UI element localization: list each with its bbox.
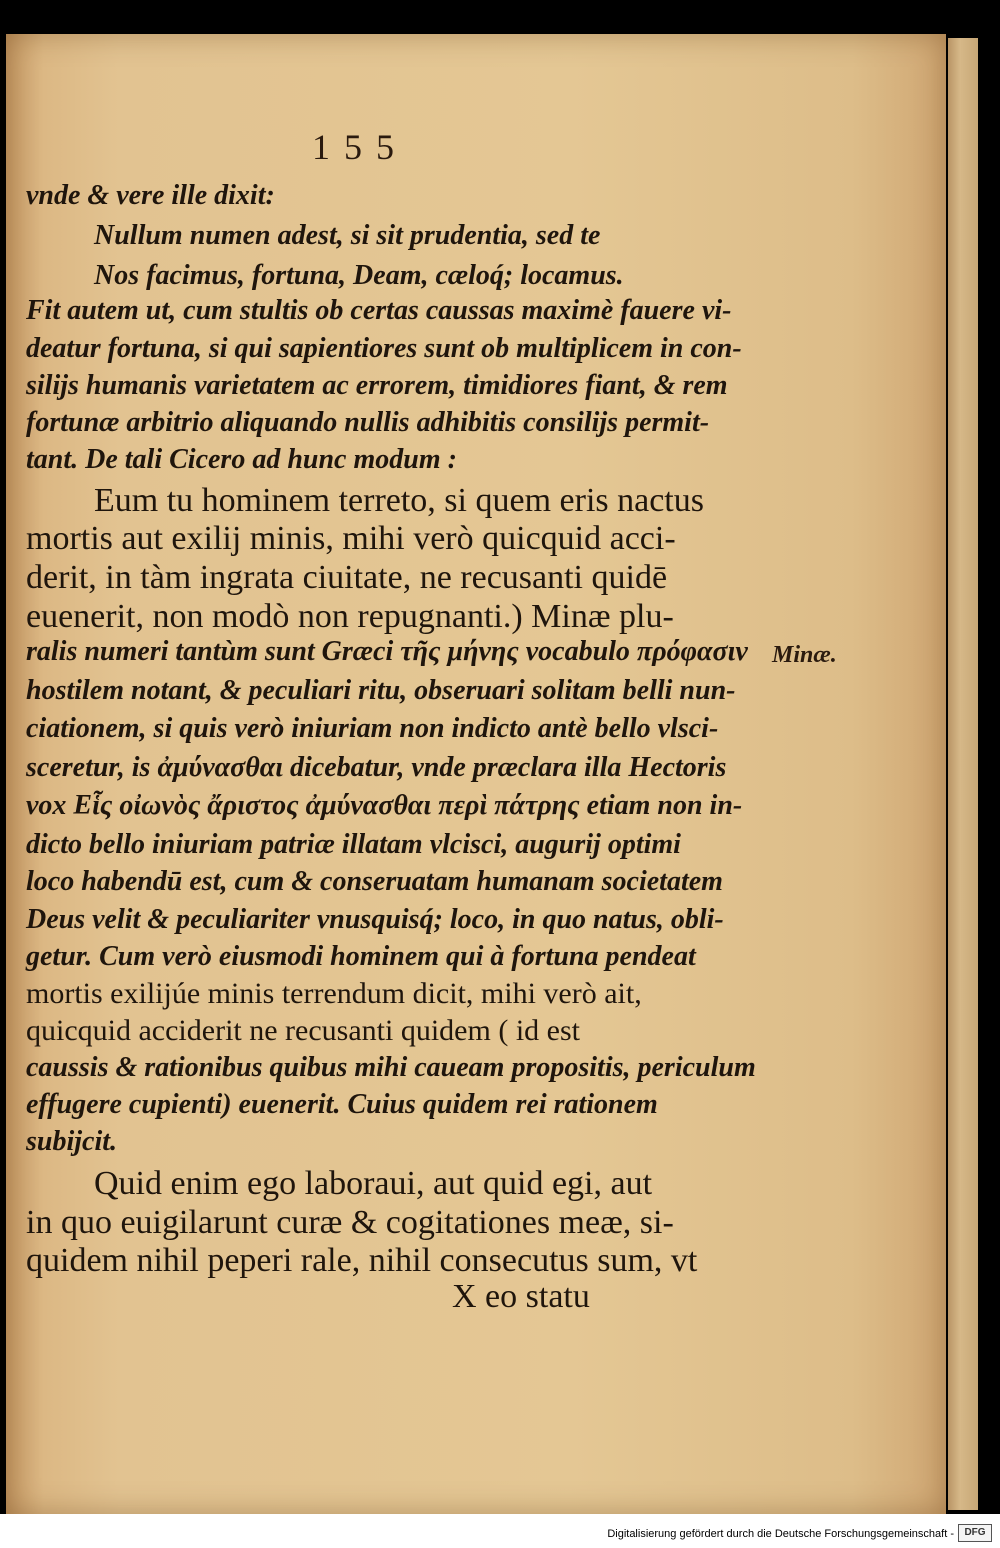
text-line: mortis exilijúe minis terrendum dicit, mihi verò ait, xyxy=(26,977,642,1010)
margin-note: Minæ. xyxy=(772,642,837,668)
text-line: quidem nihil peperi rale, nihil consecutus sum, vt xyxy=(26,1242,698,1279)
text-line: silijs humanis varietatem ac errorem, timidiores fiant, & rem xyxy=(26,370,728,401)
text-line: fortunæ arbitrio aliquando nullis adhibitis consilijs permit- xyxy=(26,407,710,438)
page-edge xyxy=(948,38,978,1510)
text-line: deatur fortuna, si qui sapientiores sunt ob multiplicem in con- xyxy=(26,333,742,364)
text-line: X eo statu xyxy=(452,1278,590,1315)
footer-bar xyxy=(0,1514,1000,1548)
text-line: subijcit. xyxy=(26,1126,118,1157)
text-line: vox Εἷς οἰωνὸς ἄριστος ἀμύνασθαι περὶ πάτρης etiam non in- xyxy=(26,790,743,821)
text-line: Nullum numen adest, si sit prudentia, sed te xyxy=(94,220,601,251)
text-line: Nos facimus, fortuna, Deam, cæloq́; locamus. xyxy=(94,260,624,291)
text-line: Eum tu hominem terreto, si quem eris nactus xyxy=(94,482,704,519)
text-line: Fit autem ut, cum stultis ob certas caussas maximè fauere vi- xyxy=(26,295,732,326)
text-line: vnde & vere ille dixit: xyxy=(26,180,275,211)
text-line: Deus velit & peculiariter vnusquisq́; loco, in quo natus, obli- xyxy=(26,904,724,935)
text-line: getur. Cum verò eiusmodi hominem qui à fortuna pendeat xyxy=(26,941,696,972)
dfg-logo: DFG xyxy=(958,1524,992,1542)
text-line: tant. De tali Cicero ad hunc modum : xyxy=(26,444,457,475)
text-line: caussis & rationibus quibus mihi caueam propositis, periculum xyxy=(26,1052,756,1083)
text-line: quicquid acciderit ne recusanti quidem ( id est xyxy=(26,1014,580,1047)
text-line: effugere cupienti) euenerit. Cuius quidem rei rationem xyxy=(26,1089,658,1120)
page-number: 155 xyxy=(312,127,408,167)
footer-credit: Digitalisierung gefördert durch die Deutsche Forschungsgemeinschaft - xyxy=(607,1528,954,1540)
text-line: Quid enim ego laboraui, aut quid egi, aut xyxy=(94,1165,653,1202)
text-line: ciationem, si quis verò iniuriam non indicto antè bello vlsci- xyxy=(26,713,719,744)
text-line: derit, in tàm ingrata ciuitate, ne recusanti quidē xyxy=(26,559,668,596)
text-line: hostilem notant, & peculiari ritu, obseruari solitam belli nun- xyxy=(26,675,736,706)
text-line: in quo euigilarunt curæ & cogitationes meæ, si- xyxy=(26,1204,674,1241)
text-line: dicto bello iniuriam patriæ illatam vlcisci, augurij optimi xyxy=(26,829,681,860)
text-line: euenerit, non modò non repugnanti.) Minæ plu- xyxy=(26,598,674,635)
text-line: loco habendū est, cum & conseruatam humanam societatem xyxy=(26,866,723,897)
text-line: ralis numeri tantùm sunt Græci τῆς μήνης vocabulo πρόφασιν xyxy=(26,636,748,667)
text-line: sceretur, is ἀμύνασθαι dicebatur, vnde præclara illa Hectoris xyxy=(26,752,727,783)
text-line: mortis aut exilij minis, mihi verò quicquid acci- xyxy=(26,520,676,557)
